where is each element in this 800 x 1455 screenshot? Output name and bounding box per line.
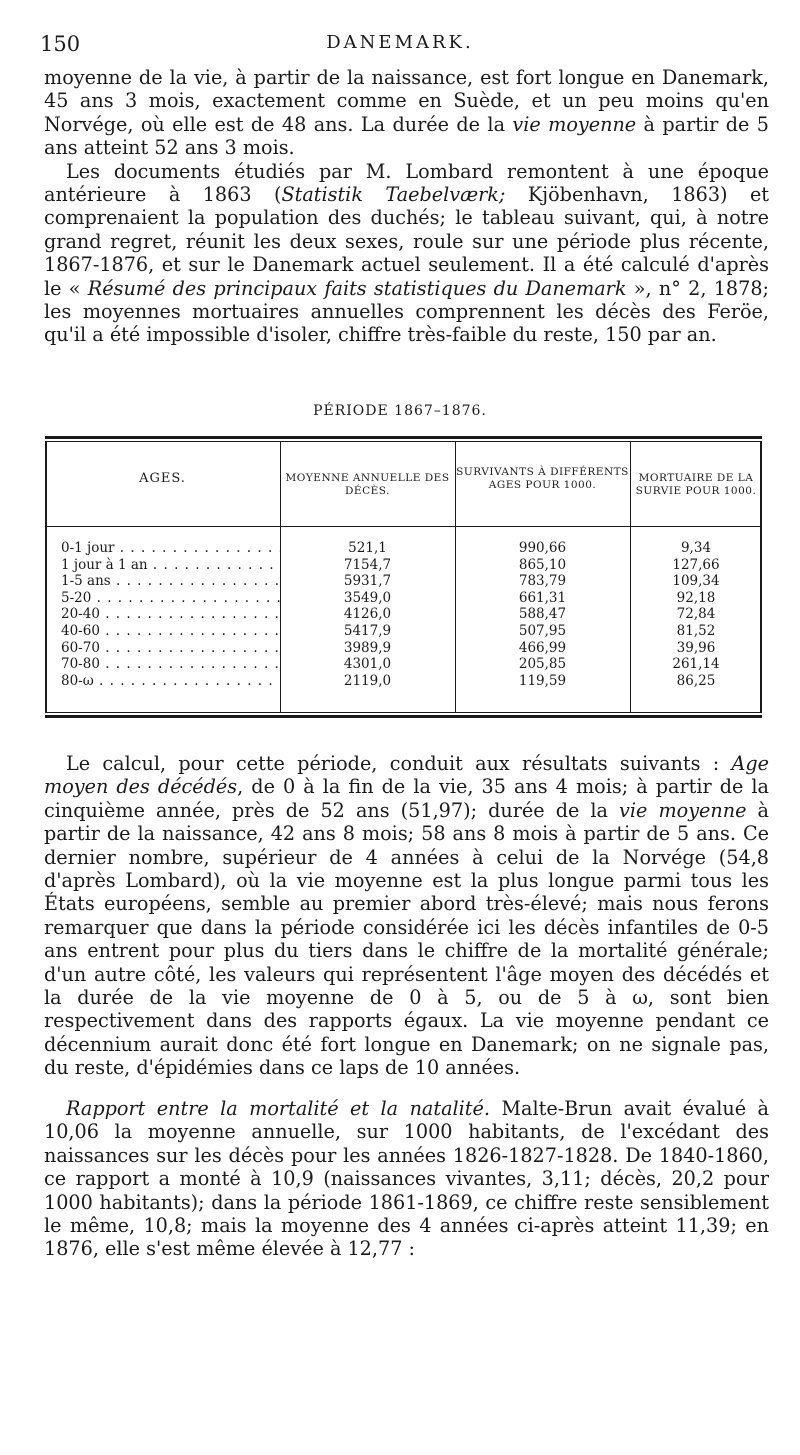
mortuaire-cell: 72,84: [676, 606, 716, 623]
table-rule: [45, 441, 762, 442]
deces-cell: 5931,7: [343, 573, 392, 590]
paragraph-4: Rapport entre la mortalité et la natalité. Malte-Brun avait évalué à 10,06 la moyenne annuelle, sur 1000 habitants, de l'excédant des naissances sur les décès pour les années 1826-1827-1828. De 1840-1860, ce rapport a monté à 10,9 (naissances vivantes, 3,11; décès, 20,2 pour 1000 habitants); dans la période 1861-1869, ce chiffre reste sensiblement le même, 10,8; mais la moyenne des 4 années ci-après atteint 11,39; en 1876, elle s'est même élevée à 12,77 :: [44, 1097, 769, 1261]
table-row: [45, 540, 762, 557]
mortuaire-cell: 39,96: [676, 639, 716, 656]
survivants-cell: 205,85: [518, 656, 567, 673]
survivants-cell: 661,31: [518, 589, 567, 606]
paragraph-3: Le calcul, pour cette période, conduit aux résultats suivants : Age moyen des décédés, de 0 à la fin de la vie, 35 ans 4 mois; à partir de la cinquième année, près de 52 ans (51,97); durée de la vie moyenne à partir de la naissance, 42 ans 8 mois; 58 ans 8 mois à partir de 5 ans. Ce dernier nombre, supérieur de 4 années à celui de la Norvége (54,8 d'après Lombard), où la vie moyenne est la plus longue parmi tous les États européens, semble au premier abord très-élevé; mais nous ferons remarquer que dans la période considérée ici les décès infantiles de 0-5 ans entrent pour plus du tiers dans le chiffre de la mortalité générale; d'un autre côté, les valeurs qui représentent l'âge moyen des décédés et la durée de la vie moyenne de 0 à 5, ou de 5 à ω, sont bien respectivement dans des rapports égaux. La vie moyenne pendant ce décennium aurait donc été fort longue en Danemark; on ne signale pas, du reste, d'épidémies dans ce laps de 10 années.: [44, 752, 769, 1080]
deces-cell: 521,1: [348, 540, 387, 556]
age-cell: 40-60 . . .: [61, 623, 281, 640]
deces-cell: 3549,0: [343, 589, 392, 606]
mortuaire-cell: 127,66: [672, 556, 720, 573]
table-row: [45, 623, 762, 640]
header-mortuaire: MORTUAIRE DE LA SURVIE POUR 1000.: [635, 472, 757, 497]
age-cell: 80-ω . . .: [61, 673, 281, 690]
table-row: [45, 640, 762, 657]
page-header: [40, 32, 760, 56]
table-row: [45, 606, 762, 623]
survivants-cell: 466,99: [518, 639, 567, 656]
mortuaire-cell: 109,34: [672, 573, 720, 590]
deces-cell: 4126,0: [343, 606, 392, 623]
table-header-rule: [45, 526, 762, 527]
age-cell: 70-80 . . .: [61, 656, 281, 673]
deces-cell: 4301,0: [343, 656, 392, 673]
survivants-cell: 588,47: [518, 606, 567, 623]
page-number: 150: [40, 32, 81, 56]
paragraph-2: Les documents étudiés par M. Lombard remontent à une époque antérieure à 1863 (Statistik Taebelværk; Kjöbenhavn, 1863) et comprenaient la population des duchés; le tableau suivant, qui, à notre grand regret, réunit les deux sexes, roule sur une période plus récente, 1867-1876, et sur le Danemark actuel seulement. Il a été calculé d'après le « Résumé des principaux faits statistiques du Danemark », n° 2, 1878; les moyennes mortuaires annuelles comprennent les décès des Feröe, qu'il a été impossible d'isoler, chiffre très-faible du reste, 150 par an.: [44, 159, 770, 347]
mortuaire-cell: 92,18: [676, 589, 716, 606]
survivants-cell: 783,79: [518, 573, 567, 590]
deces-cell: 3989,9: [343, 639, 392, 656]
table-body: [45, 540, 762, 689]
header-survivants: SURVIVANTS À DIFFÉRENTS AGES POUR 1000.: [456, 466, 629, 491]
mortuaire-cell: 86,25: [676, 672, 716, 689]
survivants-cell: 865,10: [518, 556, 567, 573]
age-cell: 1 jour à 1 an . . .: [61, 557, 281, 574]
text-block-middle: [44, 752, 769, 1080]
text-block-bottom: [44, 1097, 769, 1261]
deces-cell: 7154,7: [343, 556, 392, 573]
table-row: [45, 573, 762, 590]
survivants-cell: 990,66: [518, 540, 567, 556]
header-moyenne-deces: MOYENNE ANNUELLE DES DÉCÈS.: [285, 472, 450, 497]
age-cell: 0-1 jour . . .: [61, 540, 281, 557]
table-rule: [45, 715, 762, 718]
text-block-top: [44, 66, 769, 347]
table-title: PÉRIODE 1867–1876.: [313, 403, 487, 419]
table-row: [45, 590, 762, 607]
age-cell: 20-40 . . .: [61, 606, 281, 623]
paragraph-1: moyenne de la vie, à partir de la naissance, est fort longue en Danemark, 45 ans 3 mois, exactement comme en Suède, et un peu moins qu'en Norvége, où elle est de 48 ans. La durée de la vie moyenne à partir de 5 ans atteint 52 ans 3 mois.: [44, 66, 769, 160]
deces-cell: 5417,9: [343, 622, 392, 639]
header-ages: AGES.: [139, 471, 186, 486]
mortuaire-cell: 81,52: [676, 622, 716, 639]
deces-cell: 2119,0: [343, 672, 392, 689]
mortuaire-cell: 9,34: [680, 540, 712, 556]
table-rule: [45, 436, 762, 439]
table-rule: [45, 712, 762, 713]
table-row: [45, 673, 762, 690]
running-title: DANEMARK.: [326, 32, 474, 53]
age-cell: 60-70 . . .: [61, 640, 281, 657]
mortuaire-cell: 261,14: [672, 656, 720, 673]
survivants-cell: 507,95: [518, 622, 567, 639]
table-row: [45, 656, 762, 673]
table-row: [45, 557, 762, 574]
age-cell: 5-20 . . .: [61, 590, 281, 607]
age-cell: 1-5 ans . . .: [61, 573, 281, 590]
mortality-table: [45, 436, 762, 718]
survivants-cell: 119,59: [518, 672, 567, 689]
